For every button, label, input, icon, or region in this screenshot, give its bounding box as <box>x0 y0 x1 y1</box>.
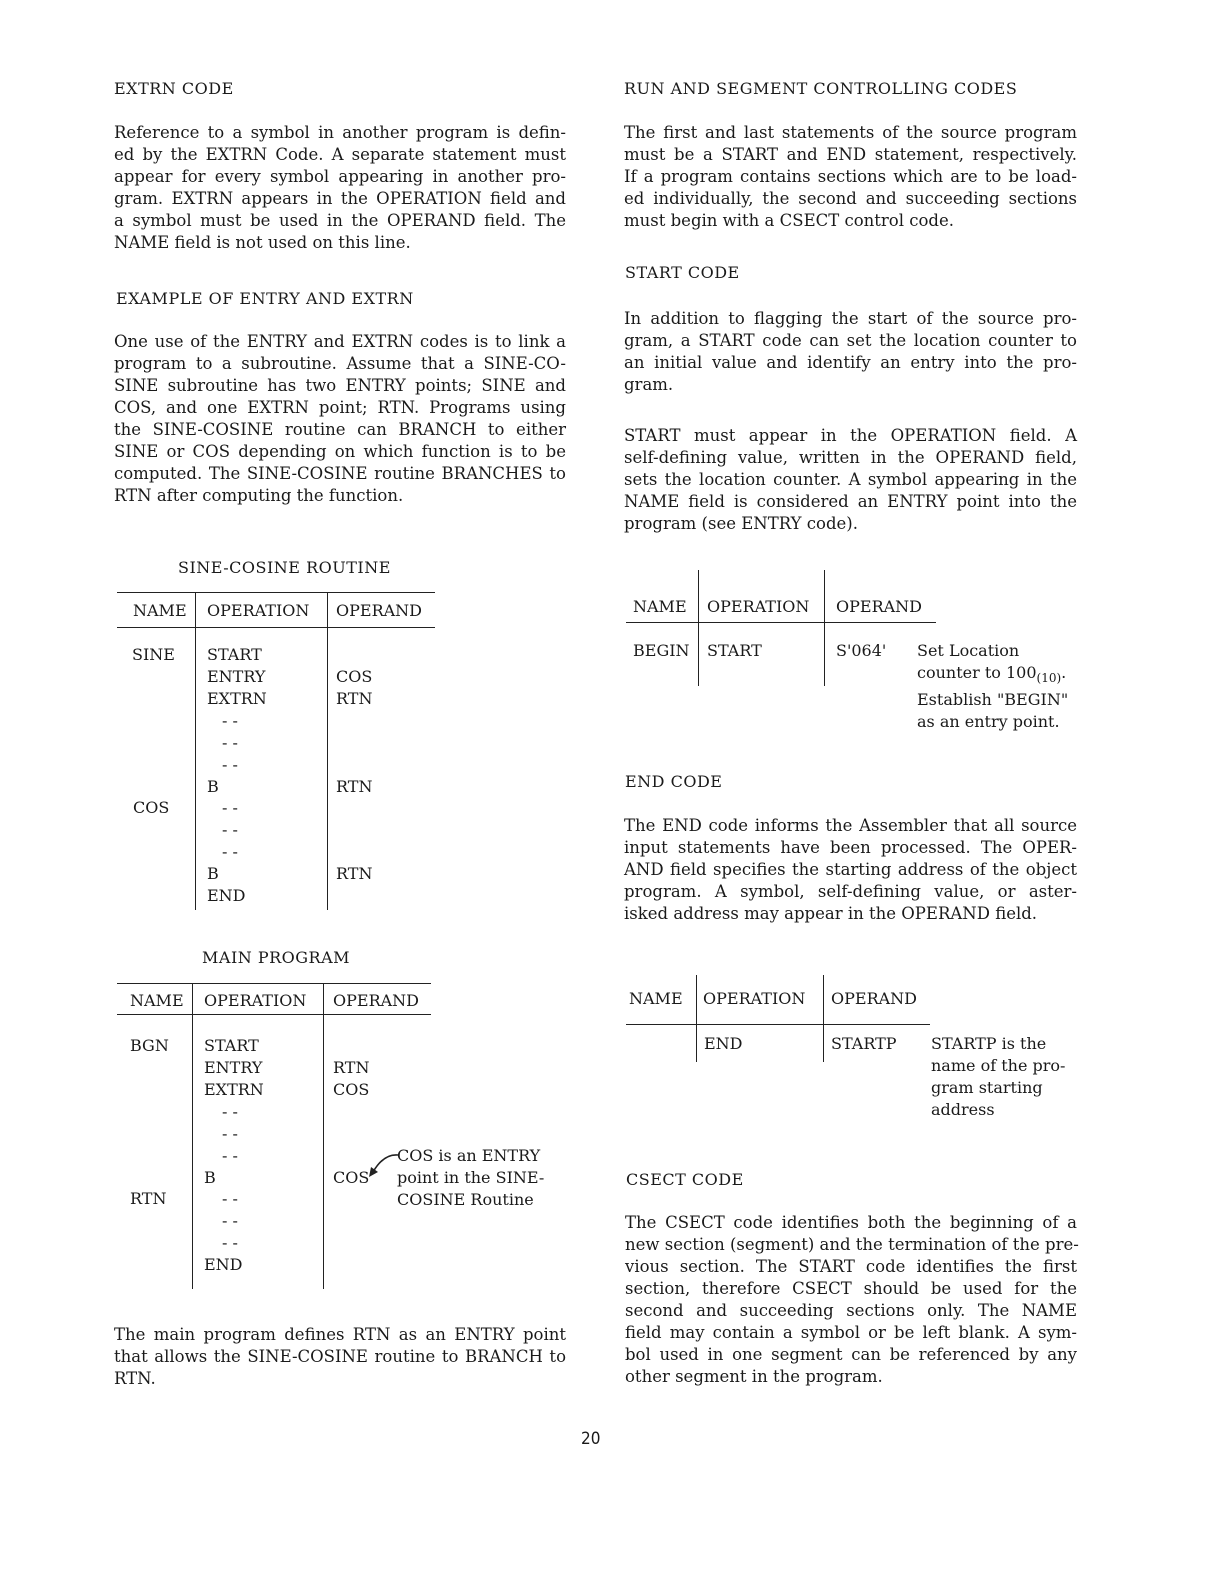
row-operand: RTN <box>333 1058 370 1077</box>
table-header-rule <box>626 622 936 623</box>
table-header-rule <box>626 1024 930 1025</box>
csect-paragraph <box>625 1212 1077 1388</box>
end-heading: END CODE <box>625 772 723 791</box>
row-operation: EXTRN <box>207 689 267 708</box>
table-column-rule <box>824 570 825 686</box>
header-name: NAME <box>133 601 187 620</box>
table-column-rule <box>696 975 697 1062</box>
example-line: SINE or COS depending on which function is to be <box>114 442 566 461</box>
start-note-line <box>917 662 1068 689</box>
row-operation: B <box>204 1168 216 1187</box>
run-line: must be a START and END statement, respectively. <box>624 145 1077 164</box>
row-operation: START <box>707 641 762 660</box>
row-operand: COS <box>333 1080 370 1099</box>
header-operand: OPERAND <box>836 597 922 616</box>
table-column-rule <box>323 983 324 1289</box>
row-operand: RTN <box>336 689 373 708</box>
extrn-heading: EXTRN CODE <box>114 79 234 98</box>
extrn-line: ed by the EXTRN Code. A separate statement must <box>114 145 566 164</box>
header-operation: OPERATION <box>707 597 810 616</box>
end-line: AND field specifies the starting address of the object <box>624 860 1077 879</box>
row-operation: - - <box>222 1211 238 1230</box>
extrn-line: a symbol must be used in the OPERAND field. The <box>114 211 566 230</box>
extrn-line: appear for every symbol appearing in another pro- <box>114 167 566 186</box>
example-line: SINE subroutine has two ENTRY points; SINE and <box>114 376 566 395</box>
extrn-line: NAME field is not used on this line. <box>114 233 411 252</box>
csect-line: second and succeeding sections only. The NAME <box>625 1301 1077 1320</box>
row-operation: END <box>704 1034 743 1053</box>
start-line: NAME field is considered an ENTRY point into the <box>624 492 1077 511</box>
example-line: RTN after computing the function. <box>114 486 404 505</box>
start-line: program (see ENTRY code). <box>624 514 858 533</box>
header-operand: OPERAND <box>333 991 419 1010</box>
closing-line: The main program defines RTN as an ENTRY point <box>114 1325 566 1344</box>
row-name: SINE <box>132 645 175 664</box>
extrn-line: Reference to a symbol in another program is defin- <box>114 123 566 142</box>
example-heading: EXAMPLE OF ENTRY AND EXTRN <box>116 289 414 308</box>
start-line: gram, a START code can set the location counter to <box>624 331 1077 350</box>
row-operation: END <box>204 1255 243 1274</box>
run-line: The first and last statements of the source program <box>624 123 1077 142</box>
row-operand: COS <box>333 1168 370 1187</box>
cos-note-line: COS is an ENTRY <box>397 1146 541 1165</box>
row-operation: - - <box>222 1189 238 1208</box>
end-note-line: gram starting <box>931 1078 1043 1097</box>
extrn-paragraph <box>114 122 566 254</box>
csect-heading: CSECT CODE <box>626 1170 744 1189</box>
row-operand: STARTP <box>831 1034 897 1053</box>
row-operation: START <box>207 645 262 664</box>
example-line: COS, and one EXTRN point; RTN. Programs using <box>114 398 566 417</box>
main-program-title: MAIN PROGRAM <box>202 948 351 967</box>
cos-note-line: COSINE Routine <box>397 1190 534 1209</box>
row-operation: - - <box>222 1233 238 1252</box>
row-name: COS <box>133 798 170 817</box>
run-line: If a program contains sections which are to be load- <box>624 167 1077 186</box>
row-operation: B <box>207 777 219 796</box>
row-operation: ENTRY <box>204 1058 263 1077</box>
closing-paragraph <box>114 1324 566 1390</box>
run-line: ed individually, the second and succeeding sections <box>624 189 1077 208</box>
row-name: RTN <box>130 1189 167 1208</box>
cos-note-line: point in the SINE- <box>397 1168 545 1187</box>
start-note <box>917 640 1068 733</box>
start-line: self-defining value, written in the OPERAND field, <box>624 448 1077 467</box>
row-operation: - - <box>222 798 238 817</box>
start-line: sets the location counter. A symbol appearing in the <box>624 470 1077 489</box>
example-line: computed. The SINE-COSINE routine BRANCHES to <box>114 464 566 483</box>
row-operation: START <box>204 1036 259 1055</box>
end-note <box>931 1033 1065 1121</box>
end-line: program. A symbol, self-defining value, or aster- <box>624 882 1077 901</box>
start-note-line: as an entry point. <box>917 712 1060 732</box>
header-operation: OPERATION <box>207 601 310 620</box>
end-line: isked address may appear in the OPERAND field. <box>624 904 1038 923</box>
header-name: NAME <box>130 991 184 1010</box>
header-operation: OPERATION <box>204 991 307 1010</box>
end-paragraph <box>624 815 1077 925</box>
example-paragraph <box>114 331 566 507</box>
row-operation: - - <box>222 1146 238 1165</box>
row-operation: - - <box>222 820 238 839</box>
run-heading: RUN AND SEGMENT CONTROLLING CODES <box>624 79 1018 98</box>
start-note-subscript: (10) <box>1036 671 1062 686</box>
header-name: NAME <box>633 597 687 616</box>
start-line: an initial value and identify an entry into the pro- <box>624 353 1077 372</box>
table-column-rule <box>192 983 193 1289</box>
table-column-rule <box>823 975 824 1062</box>
start-note-text: counter to 100 <box>917 663 1037 682</box>
row-name: BGN <box>130 1036 169 1055</box>
row-operation: EXTRN <box>204 1080 264 1099</box>
csect-line: other segment in the program. <box>625 1367 883 1386</box>
csect-line: new section (segment) and the termination of the pre- <box>625 1235 1079 1254</box>
header-operation: OPERATION <box>703 989 806 1008</box>
row-operand: RTN <box>336 864 373 883</box>
table-header-rule <box>117 627 435 628</box>
row-operation: END <box>207 886 246 905</box>
header-name: NAME <box>629 989 683 1008</box>
row-operand: RTN <box>336 777 373 796</box>
end-line: input statements have been processed. The OPER- <box>624 838 1077 857</box>
header-operand: OPERAND <box>831 989 917 1008</box>
start-note-line: Set Location <box>917 641 1020 660</box>
row-name: BEGIN <box>633 641 690 660</box>
closing-line: that allows the SINE-COSINE routine to BRANCH to <box>114 1347 566 1366</box>
start-paragraph-2 <box>624 425 1077 535</box>
table-top-rule <box>117 592 435 593</box>
row-operation: - - <box>222 711 238 730</box>
run-line: must begin with a CSECT control code. <box>624 211 955 230</box>
page-number: 20 <box>581 1429 601 1449</box>
extrn-line: gram. EXTRN appears in the OPERATION field and <box>114 189 566 208</box>
start-line: START must appear in the OPERATION field. A <box>624 426 1077 445</box>
start-note-period: . <box>1061 663 1067 682</box>
table-column-rule <box>327 592 328 910</box>
example-line: program to a subroutine. Assume that a SINE-CO- <box>114 354 566 373</box>
example-line: One use of the ENTRY and EXTRN codes is to link a <box>114 332 566 351</box>
row-operation: - - <box>222 1102 238 1121</box>
row-operation: B <box>207 864 219 883</box>
example-line: the SINE-COSINE routine can BRANCH to either <box>114 420 566 439</box>
csect-line: field may contain a symbol or be left blank. A sym- <box>625 1323 1077 1342</box>
csect-line: The CSECT code identifies both the beginning of a <box>625 1213 1077 1232</box>
end-note-line: address <box>931 1100 995 1119</box>
table-top-rule <box>117 983 431 984</box>
table-header-rule <box>117 1014 431 1015</box>
start-paragraph-1 <box>624 308 1077 396</box>
start-note-line: Establish "BEGIN" <box>917 690 1069 710</box>
table-column-rule <box>698 570 699 686</box>
table-column-rule <box>195 592 196 910</box>
csect-line: bol used in one segment can be referenced by any <box>625 1345 1077 1364</box>
start-line: gram. <box>624 375 674 394</box>
csect-line: section, therefore CSECT should be used for the <box>625 1279 1077 1298</box>
row-operation: ENTRY <box>207 667 266 686</box>
start-heading: START CODE <box>625 263 740 282</box>
csect-line: vious section. The START code identifies the first <box>625 1257 1077 1276</box>
sine-cosine-title: SINE-COSINE ROUTINE <box>178 558 391 577</box>
row-operation: - - <box>222 755 238 774</box>
cos-note <box>397 1145 544 1211</box>
row-operation: - - <box>222 842 238 861</box>
row-operation: - - <box>222 733 238 752</box>
header-operand: OPERAND <box>336 601 422 620</box>
closing-line: RTN. <box>114 1369 156 1388</box>
row-operand: COS <box>336 667 373 686</box>
row-operation: - - <box>222 1124 238 1143</box>
end-note-line: name of the pro- <box>931 1056 1066 1075</box>
row-operand: S'064' <box>836 641 887 660</box>
end-line: The END code informs the Assembler that all source <box>624 816 1077 835</box>
end-note-line: STARTP is the <box>931 1034 1047 1053</box>
run-paragraph <box>624 122 1077 232</box>
start-line: In addition to flagging the start of the source pro- <box>624 309 1077 328</box>
